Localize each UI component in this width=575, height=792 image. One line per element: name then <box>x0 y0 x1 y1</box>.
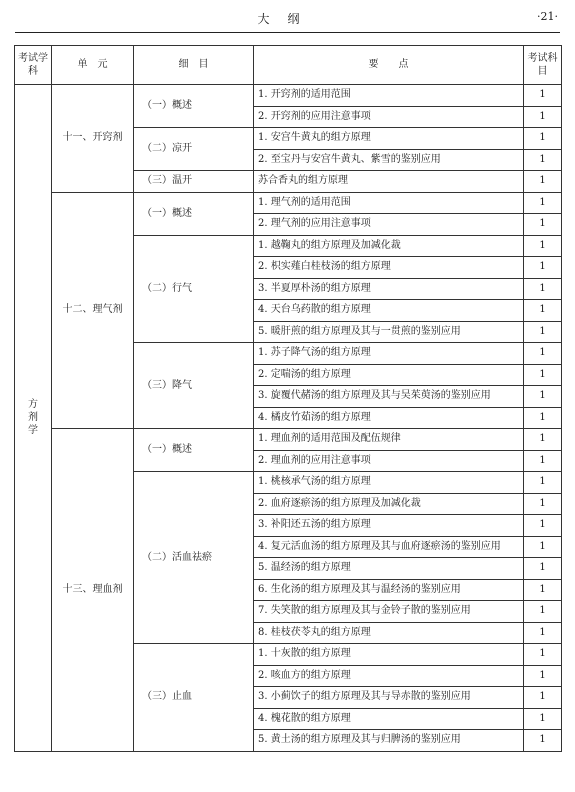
level-cell: 1 <box>524 343 562 365</box>
section-cell: （二）行气 <box>134 235 254 343</box>
point-cell: 3. 旋覆代赭汤的组方原理及其与吴茱萸汤的鉴别应用 <box>254 386 524 408</box>
level-cell: 1 <box>524 407 562 429</box>
point-cell: 1. 理气剂的适用范围 <box>254 192 524 214</box>
level-cell: 1 <box>524 429 562 451</box>
level-cell: 1 <box>524 687 562 709</box>
level-cell: 1 <box>524 601 562 623</box>
level-cell: 1 <box>524 730 562 752</box>
point-cell: 5. 暖肝煎的组方原理及其与一贯煎的鉴别应用 <box>254 321 524 343</box>
running-title: 大纲 <box>257 12 318 26</box>
level-cell: 1 <box>524 644 562 666</box>
level-cell: 1 <box>524 665 562 687</box>
point-cell: 3. 半夏厚朴汤的组方原理 <box>254 278 524 300</box>
point-cell: 2. 至宝丹与安宫牛黄丸、紫雪的鉴别应用 <box>254 149 524 171</box>
section-cell: （一）概述 <box>134 85 254 128</box>
syllabus-table <box>14 45 562 752</box>
unit-cell: 十一、开窍剂 <box>52 85 134 193</box>
point-cell: 4. 橘皮竹茹汤的组方原理 <box>254 407 524 429</box>
level-cell: 1 <box>524 128 562 150</box>
point-cell: 2. 开窍剂的应用注意事项 <box>254 106 524 128</box>
point-cell: 1. 开窍剂的适用范围 <box>254 85 524 107</box>
point-cell: 1. 苏子降气汤的组方原理 <box>254 343 524 365</box>
level-cell: 1 <box>524 364 562 386</box>
point-cell: 1. 越鞠丸的组方原理及加减化裁 <box>254 235 524 257</box>
level-cell: 1 <box>524 472 562 494</box>
table-row <box>15 192 562 214</box>
col-header-unit: 单 元 <box>52 46 134 85</box>
level-cell: 1 <box>524 450 562 472</box>
point-cell: 5. 黄土汤的组方原理及其与归脾汤的鉴别应用 <box>254 730 524 752</box>
section-cell: （二）活血祛瘀 <box>134 472 254 644</box>
point-cell: 8. 桂枝茯苓丸的组方原理 <box>254 622 524 644</box>
col-header-subject: 考试学科 <box>15 46 52 85</box>
point-cell: 4. 复元活血汤的组方原理及其与血府逐瘀汤的鉴别应用 <box>254 536 524 558</box>
section-cell: （一）概述 <box>134 429 254 472</box>
point-cell: 2. 定喘汤的组方原理 <box>254 364 524 386</box>
level-cell: 1 <box>524 558 562 580</box>
header-rule <box>15 32 560 33</box>
section-cell: （三）温开 <box>134 171 254 193</box>
subject-label: 方剂学 <box>28 399 38 437</box>
section-cell: （二）凉开 <box>134 128 254 171</box>
unit-cell: 十二、理气剂 <box>52 192 134 429</box>
point-cell: 1. 十灰散的组方原理 <box>254 644 524 666</box>
level-cell: 1 <box>524 708 562 730</box>
point-cell: 7. 失笑散的组方原理及其与金铃子散的鉴别应用 <box>254 601 524 623</box>
level-cell: 1 <box>524 235 562 257</box>
level-cell: 1 <box>524 536 562 558</box>
subject-cell <box>15 85 52 752</box>
section-cell: （三）降气 <box>134 343 254 429</box>
level-cell: 1 <box>524 214 562 236</box>
point-cell: 5. 温经汤的组方原理 <box>254 558 524 580</box>
level-cell: 1 <box>524 300 562 322</box>
table-header-row <box>15 46 562 85</box>
unit-cell: 十三、理血剂 <box>52 429 134 752</box>
level-cell: 1 <box>524 386 562 408</box>
point-cell: 2. 血府逐瘀汤的组方原理及加减化裁 <box>254 493 524 515</box>
point-cell: 1. 理血剂的适用范围及配伍规律 <box>254 429 524 451</box>
table-body <box>15 85 562 752</box>
section-cell: （三）止血 <box>134 644 254 752</box>
point-cell: 4. 槐花散的组方原理 <box>254 708 524 730</box>
level-cell: 1 <box>524 171 562 193</box>
point-cell: 3. 小蓟饮子的组方原理及其与导赤散的鉴别应用 <box>254 687 524 709</box>
level-cell: 1 <box>524 192 562 214</box>
level-cell: 1 <box>524 257 562 279</box>
point-cell: 3. 补阳还五汤的组方原理 <box>254 515 524 537</box>
page-header <box>15 8 560 30</box>
level-cell: 1 <box>524 515 562 537</box>
point-cell: 2. 理血剂的应用注意事项 <box>254 450 524 472</box>
level-cell: 1 <box>524 106 562 128</box>
level-cell: 1 <box>524 85 562 107</box>
level-cell: 1 <box>524 321 562 343</box>
level-cell: 1 <box>524 149 562 171</box>
point-cell: 6. 生化汤的组方原理及其与温经汤的鉴别应用 <box>254 579 524 601</box>
point-cell: 4. 天台乌药散的组方原理 <box>254 300 524 322</box>
point-cell: 2. 枳实薤白桂枝汤的组方原理 <box>254 257 524 279</box>
point-cell: 1. 桃核承气汤的组方原理 <box>254 472 524 494</box>
col-header-points: 要 点 <box>254 46 524 85</box>
point-cell: 1. 安宫牛黄丸的组方原理 <box>254 128 524 150</box>
table-row <box>15 429 562 451</box>
point-cell: 2. 理气剂的应用注意事项 <box>254 214 524 236</box>
point-cell: 苏合香丸的组方原理 <box>254 171 524 193</box>
col-header-section: 细 目 <box>134 46 254 85</box>
level-cell: 1 <box>524 493 562 515</box>
table-row <box>15 85 562 107</box>
point-cell: 2. 咳血方的组方原理 <box>254 665 524 687</box>
page-number: ·21· <box>537 10 558 23</box>
level-cell: 1 <box>524 278 562 300</box>
section-cell: （一）概述 <box>134 192 254 235</box>
level-cell: 1 <box>524 622 562 644</box>
level-cell: 1 <box>524 579 562 601</box>
col-header-level: 考试科目 <box>524 46 562 85</box>
